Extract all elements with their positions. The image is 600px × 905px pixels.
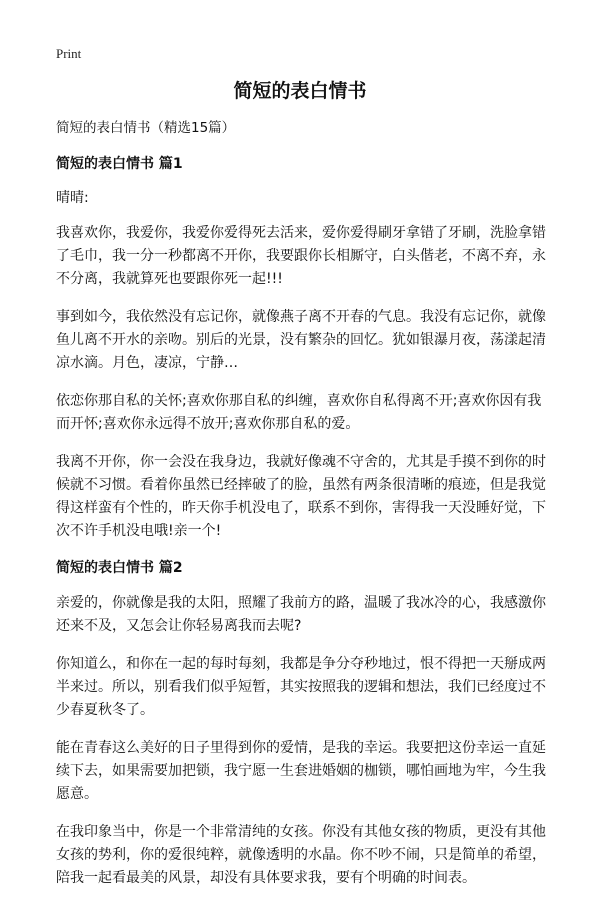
section-heading: 简短的表白情书 篇1 (56, 156, 183, 172)
paragraph: 亲爱的，你就像是我的太阳，照耀了我前方的路，温暖了我冰冷的心，我感激你还来不及，又怎会让你轻易离我而去呢? (56, 595, 546, 634)
page-title: 简短的表白情书 (233, 80, 367, 102)
paragraph: 你知道么，和你在一起的每时每刻，我都是争分夺秒地过，恨不得把一天掰成两半来过。所以，别看我们似乎短暂，其实按照我的逻辑和想法，我们已经度过不少春夏秋冬了。 (56, 656, 546, 718)
section-2 (56, 558, 552, 890)
print-link[interactable]: Print (56, 46, 82, 61)
section-heading: 简短的表白情书 篇2 (56, 560, 183, 576)
paragraph: 事到如今，我依然没有忘记你，就像燕子离不开春的气息。我没有忘记你，就像鱼儿离不开水的亲吻。别后的光景，没有繁杂的回忆。犹如银瀑月夜，荡漾起清凉水滴。月色，凄凉，宁静… (56, 309, 546, 371)
paragraph: 能在青春这么美好的日子里得到你的爱情，是我的幸运。我要把这份幸运一直延续下去，如果需要加把锁，我宁愿一生套进婚姻的枷锁，哪怕画地为牢，今生我愿意。 (56, 740, 546, 802)
section-1 (56, 154, 552, 543)
paragraph: 我喜欢你，我爱你，我爱你爱得死去活来，爱你爱得刷牙拿错了牙刷，洗脸拿错了毛巾，我一分一秒都离不开你，我要跟你长相厮守，白头偕老，不离不弃，永不分离，我就算死也要跟你死一起!!! (56, 225, 546, 287)
paragraph: 我离不开你，你一会没在我身边，我就好像魂不守舍的，尤其是手摸不到你的时候就不习惯。看着你虽然已经摔破了的脸，虽然有两条很清晰的痕迹，但是我觉得这样蛮有个性的，昨天你手机没电了，联系不到你，害得我一天没睡好觉，下次不许手机没电哦!亲一个! (56, 454, 546, 539)
document-body (56, 118, 552, 905)
document-subtitle: 简短的表白情书（精选15篇） (56, 120, 236, 136)
paragraph: 依恋你那自私的关怀;喜欢你那自私的纠缠，喜欢你自私得离不开;喜欢你因有我而开怀;喜欢你永远得不放开;喜欢你那自私的爱。 (56, 393, 542, 432)
greeting: 晴晴: (56, 190, 89, 206)
paragraph: 在我印象当中，你是一个非常清纯的女孩。你没有其他女孩的物质，更没有其他女孩的势利，你的爱很纯粹，就像透明的水晶。你不吵不闹，只是简单的希望，陪我一起看最美的风景，却没有具体要求我，要有个明确的时间表。 (56, 824, 546, 886)
